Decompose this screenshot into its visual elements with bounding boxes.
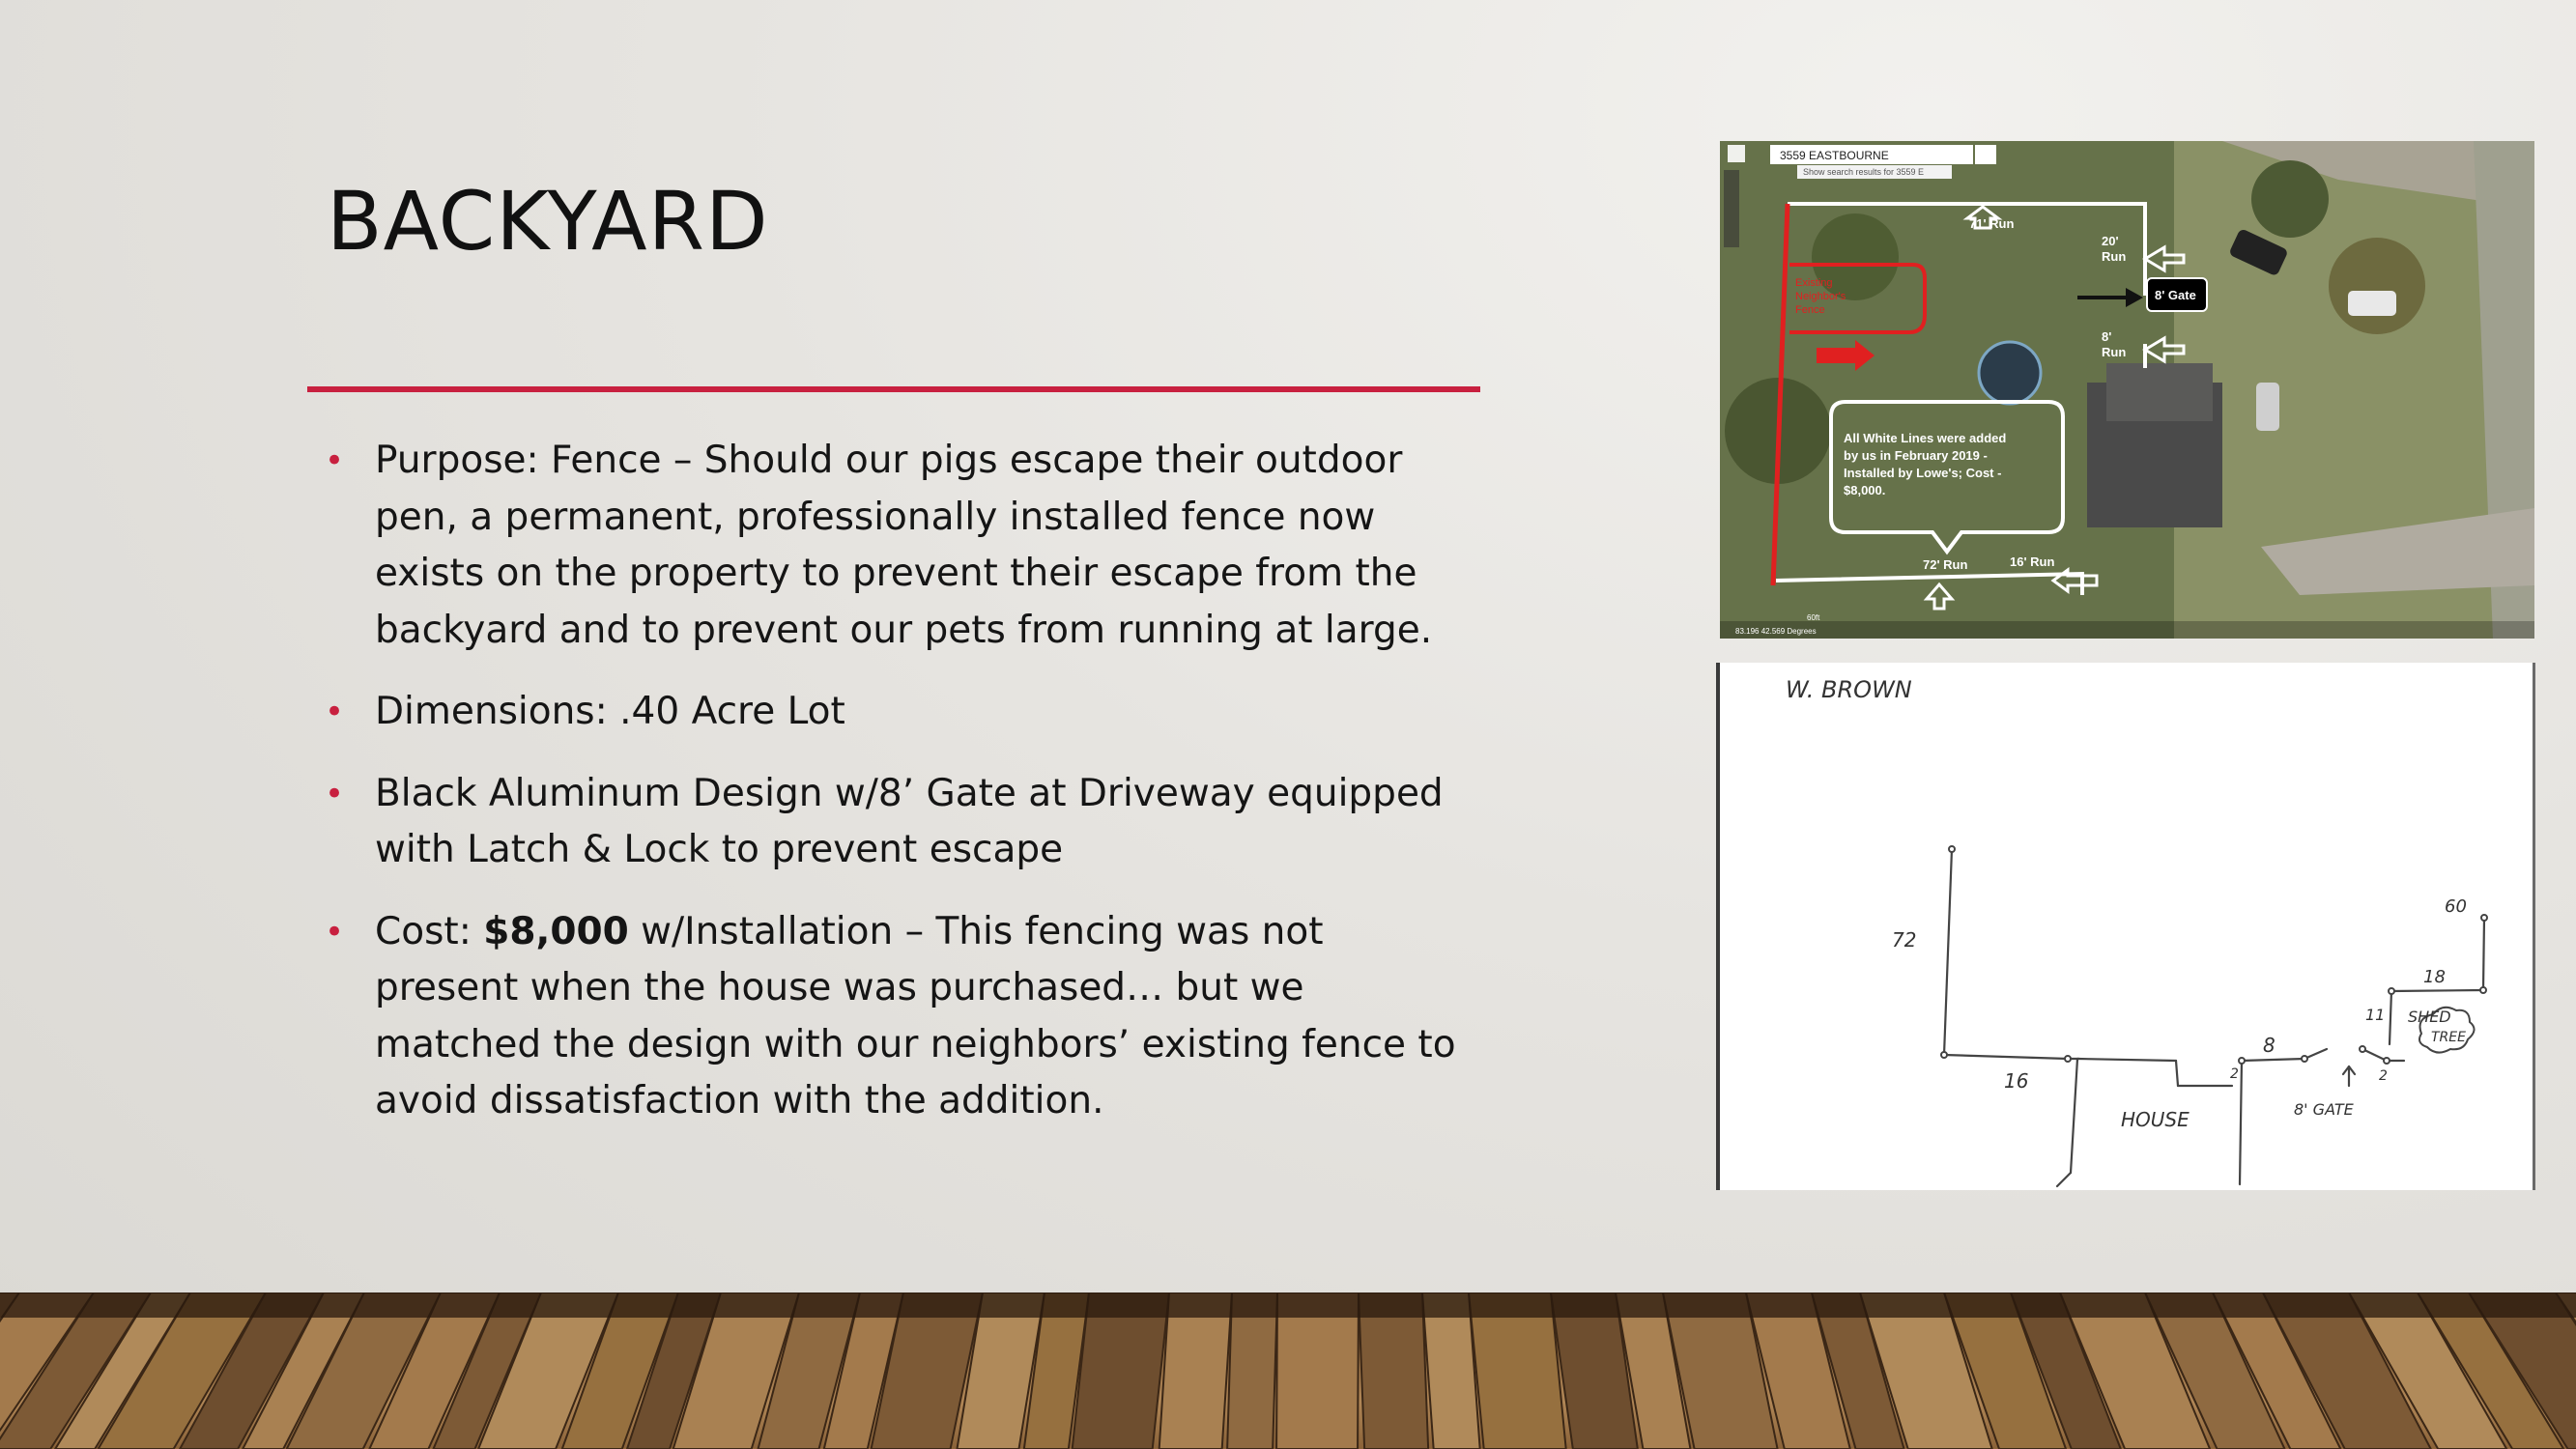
sketch-label-60: 60: [2445, 896, 2467, 917]
bullet-design-text: Black Aluminum Design w/8’ Gate at Driveway equipped with Latch & Lock to prevent escape: [375, 771, 1444, 871]
floor-edge-shadow: [0, 1293, 2576, 1318]
sketch-label-18: 18: [2423, 967, 2446, 987]
label-8-run-b: Run: [2102, 345, 2127, 359]
slide-title: BACKYARD: [327, 174, 769, 269]
sketch-name: W. BROWN: [1786, 676, 1912, 703]
bullet-purpose: [325, 433, 1474, 659]
red-note-2: Neighbor's: [1795, 291, 1846, 302]
label-20-run-b: Run: [2102, 249, 2127, 264]
label-20-run-a: 20': [2102, 234, 2119, 248]
label-16-run: 16' Run: [2010, 554, 2055, 569]
sketch-label-11: 11: [2365, 1006, 2386, 1024]
fence-sketch-image: [1716, 663, 2535, 1190]
bullet-purpose-text: Purpose: Fence – Should our pigs escape their outdoor pen, a permanent, professionally installed fence now exists on the property to prevent their escape from the backyard and to prevent our pets from running at large.: [375, 439, 1433, 652]
wood-floor-background: [0, 1293, 2576, 1449]
bullet-list: [325, 433, 1474, 1155]
map-coordinates: 83.196 42.569 Degrees: [1735, 627, 1817, 636]
sketch-label-16: 16: [2004, 1069, 2029, 1093]
bullet-dimensions: [325, 684, 1474, 741]
bullet-cost-suffix: w/Installation – This fencing was not present when the house was purchased… but we matched the design with our neighbors’ existing fence to avoid dissatisfaction with the addition.: [375, 909, 1456, 1122]
red-note-1: Existing: [1795, 277, 1833, 289]
sketch-label-tree: TREE: [2431, 1030, 2466, 1045]
note-line-2: by us in February 2019 -: [1844, 448, 1988, 463]
sketch-label-72: 72: [1892, 928, 1917, 952]
label-8-run-a: 8': [2102, 329, 2112, 344]
label-8-gate: 8' Gate: [2155, 288, 2196, 302]
note-line-1: All White Lines were added: [1844, 431, 2007, 445]
sketch-label-2a: 2: [2230, 1066, 2239, 1082]
label-71-run: 71' Run: [1969, 216, 2015, 231]
bullet-design: [325, 766, 1474, 879]
bullet-cost-amount: $8,000: [483, 909, 629, 953]
map-scale: 60ft: [1807, 613, 1820, 622]
aerial-map-image: [1720, 141, 2534, 639]
map-search-text: 3559 EASTBOURNE: [1780, 149, 1889, 162]
sketch-label-shed: SHED: [2408, 1008, 2451, 1026]
title-accent-rule: [307, 386, 1480, 392]
sketch-label-house: HOUSE: [2121, 1108, 2190, 1131]
note-line-4: $8,000.: [1844, 483, 1886, 497]
sketch-label-gate: 8' GATE: [2294, 1100, 2354, 1119]
red-note-3: Fence: [1795, 304, 1825, 316]
label-72-run: 72' Run: [1923, 557, 1968, 572]
sketch-label-8: 8: [2263, 1034, 2275, 1057]
sketch-label-2b: 2: [2379, 1068, 2388, 1084]
bullet-cost: [325, 904, 1474, 1130]
map-search-hint: Show search results for 3559 E: [1803, 167, 1925, 177]
bullet-cost-prefix: Cost:: [375, 909, 484, 953]
note-line-3: Installed by Lowe's; Cost -: [1844, 466, 2002, 480]
bullet-dimensions-text: Dimensions: .40 Acre Lot: [375, 690, 845, 733]
